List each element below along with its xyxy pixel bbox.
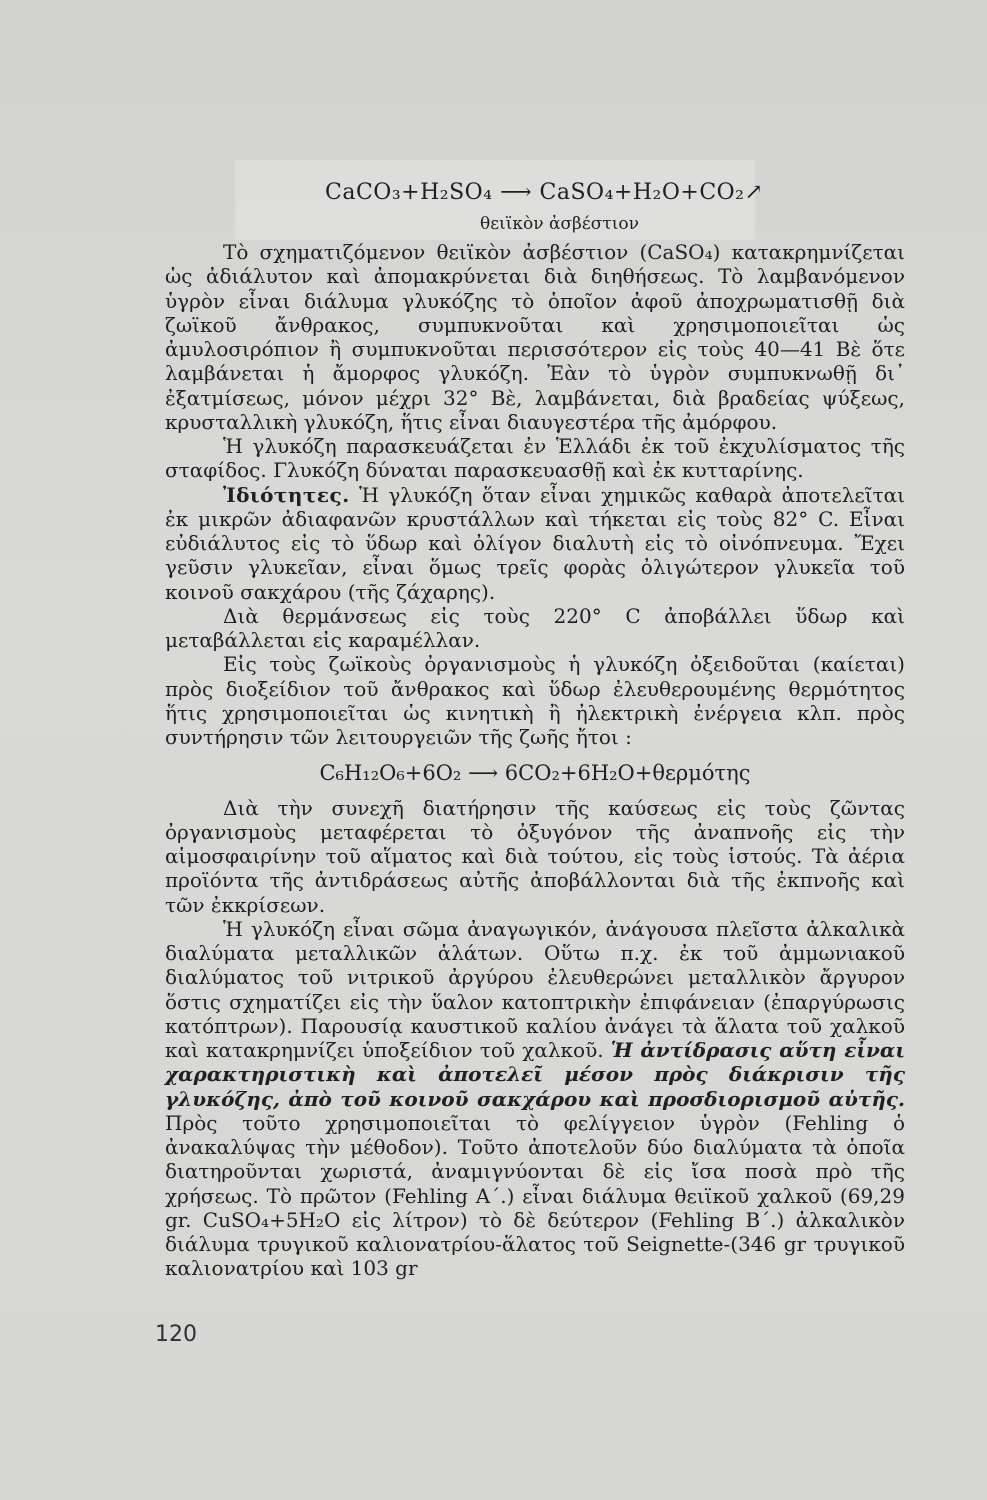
paragraph: Τὸ σχηματιζόμενον θειϊκὸν ἀσβέστιον (CaSO₄) κατακρημνίζεται ὡς ἀδιάλυτον καὶ ἀπομακρύνεται διὰ διηθήσεως. Τὸ λαμβανόμενον ὑγρὸν εἶναι διάλυμα γλυκόζης τὸ ὁποῖον ἀφοῦ ἀποχρωματισθῇ διὰ ζωϊκοῦ ἄνθρακος, συμπυκνοῦται καὶ χρησιμοποιεῖται ὡς ἀμυλοσιρόπιον ἢ συμπυκνοῦται περισσότερον εἰς τοὺς 40—41 Βὲ ὅτε λαμβάνεται ἡ ἄμορφος γλυκόζη. Ἐὰν τὸ ὑγρὸν συμπυκνωθῇ δι᾽ ἐξατμίσεως, μόνον μέχρι 32° Βὲ, λαμβάνεται, διὰ βραδείας ψύξεως, κρυσταλλικὴ γλυκόζη, ἥτις εἶναι διαυγεστέρα τῆς ἀμόρφου.	[165, 240, 905, 434]
paragraph-text: Πρὸς τοῦτο χρησιμοποιεῖται τὸ φελίγγειον ὑγρὸν (Fehling ὁ ἀνακαλύψας τὴν μέθοδον). Τοῦτο ἀποτελοῦν δύο διαλύματα τὰ ὁποῖα διατηροῦνται χωριστά, ἀναμιγνύονται δὲ εἰς ἴσα ποσὰ πρὸ τῆς χρήσεως. Τὸ πρῶτον (Fehling A΄.) εἶναι διάλυμα θειϊκοῦ χαλκοῦ (69,29 gr. CuSO₄+5H₂O εἰς λίτρον) τὸ δὲ δεύτερον (Fehling B΄.) ἀλκαλικὸν διάλυμα τρυγικοῦ καλιονατρίου-ἅλατος τοῦ Seignette-(346 gr τρυγικοῦ καλιονατρίου καὶ 103 gr	[165, 1110, 905, 1281]
paragraph	[165, 483, 905, 604]
chemical-equation-caco3: CaCO₃+H₂SO₄ ⟶ CaSO₄+H₂O+CO₂↗	[325, 180, 764, 205]
paragraph-text: Ἡ γλυκόζη εἶναι σῶμα ἀναγωγικόν, ἀνάγουσα πλεῖστα ἀλκαλικὰ διαλύματα μεταλλικῶν ἁλάτων. Οὕτω π.χ. ἐκ τοῦ ἀμμωνιακοῦ διαλύματος τοῦ νιτρικοῦ ἀργύρου ἐλευθερώνει μεταλλικὸν ἄργυρον ὅστις σχηματίζει εἰς τὴν ὕαλον κατοπτρικὴν ἐπιφάνειαν (ἐπαργύρωσις κατόπτρων). Παρουσίᾳ καυστικοῦ καλίου ἀνάγει τὰ ἅλατα τοῦ χαλκοῦ καὶ κατακρημνίζει ὑποξείδιον τοῦ χαλκοῦ.	[165, 916, 905, 1062]
chemical-equation-glucose-oxidation: C₆H₁₂O₆+6O₂ ⟶ 6CO₂+6H₂O+θερμότης	[319, 761, 751, 786]
paragraph: Εἰς τοὺς ζωϊκοὺς ὀργανισμοὺς ἡ γλυκόζη ὀξειδοῦται (καίεται) πρὸς διοξείδιον τοῦ ἄνθρακος καὶ ὕδωρ ἐλευθερουμένης θερμότητος ἥτις χρησιμοποιεῖται ὡς κινητικὴ ἢ ἠλεκτρικὴ ἐνέργεια κλπ. πρὸς συντήρησιν τῶν λειτουργειῶν τῆς ζωῆς ἤτοι :	[165, 652, 905, 749]
paragraph	[165, 917, 905, 1281]
page-number: 120	[155, 1322, 197, 1347]
section-heading-properties: Ἰδιότητες.	[223, 482, 350, 507]
paragraph: Ἡ γλυκόζη παρασκευάζεται ἐν Ἑλλάδι ἐκ τοῦ ἐκχυλίσματος τῆς σταφίδος. Γλυκόζη δύναται παρασκευασθῇ καὶ ἐκ κυτταρίνης.	[165, 434, 905, 483]
emphasized-text: Ἡ ἀντίδρασις αὕτη εἶναι χαρακτηριστικὴ καὶ ἀποτελεῖ μέσον πρὸς διάκρισιν τῆς γλυκόζης, ἀπὸ τοῦ κοινοῦ σακχάρου καὶ προσδιορισμοῦ αὐτῆς.	[165, 1038, 905, 1111]
paragraph: Διὰ τὴν συνεχῆ διατήρησιν τῆς καύσεως εἰς τοὺς ζῶντας ὀργανισμοὺς μεταφέρεται τὸ ὀξυγόνον τῆς ἀναπνοῆς εἰς τὴν αἱμοσφαιρίνην τοῦ αἵματος καὶ διὰ τούτου, εἰς τοὺς ἱστούς. Τὰ ἀέρια προϊόντα τῆς ἀντιδράσεως αὐτῆς ἀποβάλλονται διὰ τῆς ἐκπνοῆς καὶ τῶν ἐκκρίσεων.	[165, 795, 905, 917]
paragraph-text: Ἡ γλυκόζη ὅταν εἶναι χημικῶς καθαρὰ ἀποτελεῖται ἐκ μικρῶν ἀδιαφανῶν κρυστάλλων καὶ τήκεται εἰς τοὺς 82° C. Εἶναι εὐδιάλυτος εἰς τὸ ὕδωρ καὶ ὀλίγον διαλυτὴ εἰς τὸ οἰνόπνευμα. Ἔχει γεῦσιν γλυκεῖαν, εἶναι ὅμως τρεῖς φορὰς ὀλιγώτερον γλυκεῖα τοῦ κοινοῦ σακχάρου (τῆς ζάχαρης).	[165, 482, 906, 604]
paragraph: Διὰ θερμάνσεως εἰς τοὺς 220° C ἀποβάλλει ὕδωρ καὶ μεταβάλλεται εἰς καραμέλλαν.	[165, 603, 905, 652]
equation-annotation: θειϊκὸν ἀσβέστιον	[480, 214, 639, 234]
body-text	[165, 240, 905, 1281]
